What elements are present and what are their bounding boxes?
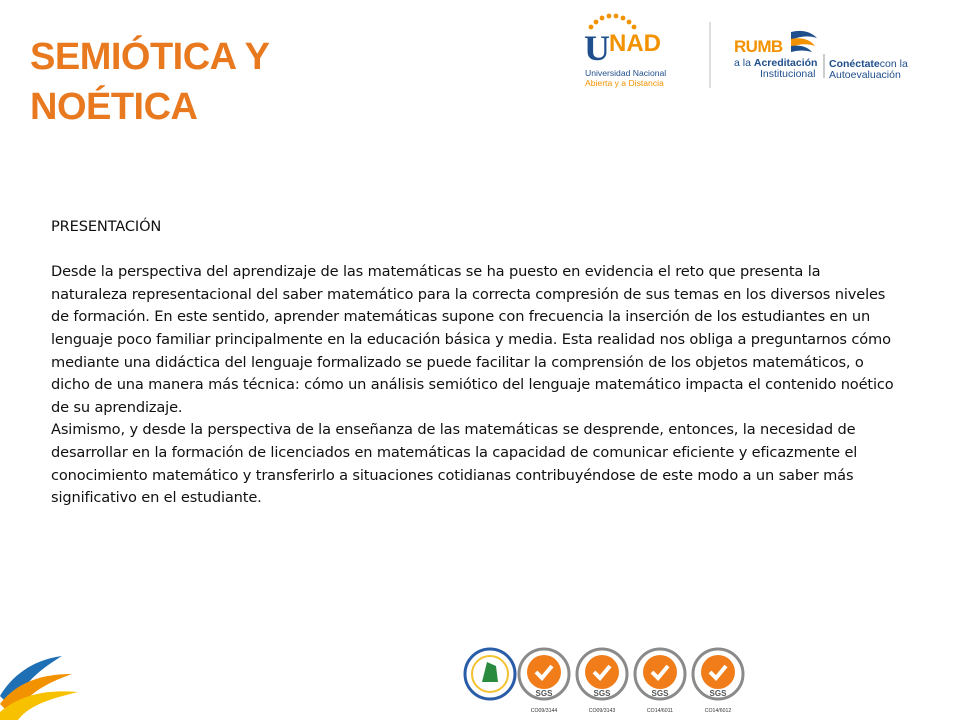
slide-title-line-1: SEMIÓTICA Y (30, 36, 270, 78)
unad-logo-nad: NAD (609, 30, 661, 57)
sgs-seal-1-icon (519, 649, 569, 714)
autoevaluacion-line: Autoevaluación (829, 69, 901, 81)
presentation-paragraph-1: Desde la perspectiva del aprendizaje de las matemáticas se ha puesto en evidencia el reto que presenta la naturaleza representacional del saber matemático para la correcta compresión de sus temas en los diversos niveles de formación. En este sentido, aprender matemáticas supone con frecuencia la inserción de los estudiantes en un lenguaje poco familiar principalmente en la educación básica y media. Esta realidad nos obliga a preguntarnos cómo mediante una didáctica del lenguaje formalizado se puede facilitar la comprensión de los objetos matemáticos, o dicho de una manera más técnica: cómo un análisis semiótico del lenguaje matemático impacta el contenido noético de su aprendizaje. (51, 263, 894, 416)
rumbo-arrow-icon (791, 31, 817, 52)
unad-name-line-2: Abierta y a Distancia (585, 78, 664, 88)
slide-title (30, 32, 269, 132)
sgs-seal-1-label: SGS (535, 689, 553, 698)
sgs-seal-2-code: CO09/3143 (588, 708, 616, 714)
sgs-seal-2-icon (577, 649, 627, 714)
unad-logo-u: U (584, 28, 610, 68)
presentation-heading: PRESENTACIÓN (51, 218, 162, 235)
header-logos (508, 8, 936, 112)
rumbo-word: RUMB (734, 37, 783, 56)
paragraph-spacer (51, 239, 901, 262)
slide-title-line-2: NOÉTICA (30, 86, 198, 128)
unad-name-line-1: Universidad Nacional (585, 68, 667, 78)
presentation-text (51, 216, 901, 510)
swoosh-logo-icon (0, 652, 80, 720)
rumbo-line-1: a la Acreditación (734, 57, 818, 69)
presentation-paragraph-2: Asimismo, y desde la perspectiva de la enseñanza de las matemáticas se desprende, entonces, la necesidad de desarrollar en la formación de licenciados en matemáticas la capacidad de comunicar eficiente y eficazmente el conocimiento matemático y transferirlo a situaciones cotidianas contribuyéndose de este modo a un saber más significativo en el estudiante. (51, 421, 858, 507)
sgs-seal-1-code: CO09/3144 (530, 708, 558, 714)
unad-logo (584, 14, 666, 88)
rumbo-logo (734, 31, 908, 81)
conectate-line: Conéctatecon la (829, 58, 908, 70)
sgs-seal-4-code: CO14/6012 (704, 708, 732, 714)
rumbo-line-2: Institucional (760, 68, 816, 80)
sgs-seal-3-icon (635, 649, 685, 714)
certification-seals (460, 636, 750, 720)
government-seal-icon (465, 649, 515, 699)
sgs-seal-3-code: CO14/6011 (646, 708, 674, 714)
sgs-seal-3-label: SGS (651, 689, 669, 698)
sgs-seal-2-label: SGS (593, 689, 611, 698)
sgs-seal-4-label: SGS (709, 689, 727, 698)
sgs-seal-4-icon (693, 649, 743, 714)
